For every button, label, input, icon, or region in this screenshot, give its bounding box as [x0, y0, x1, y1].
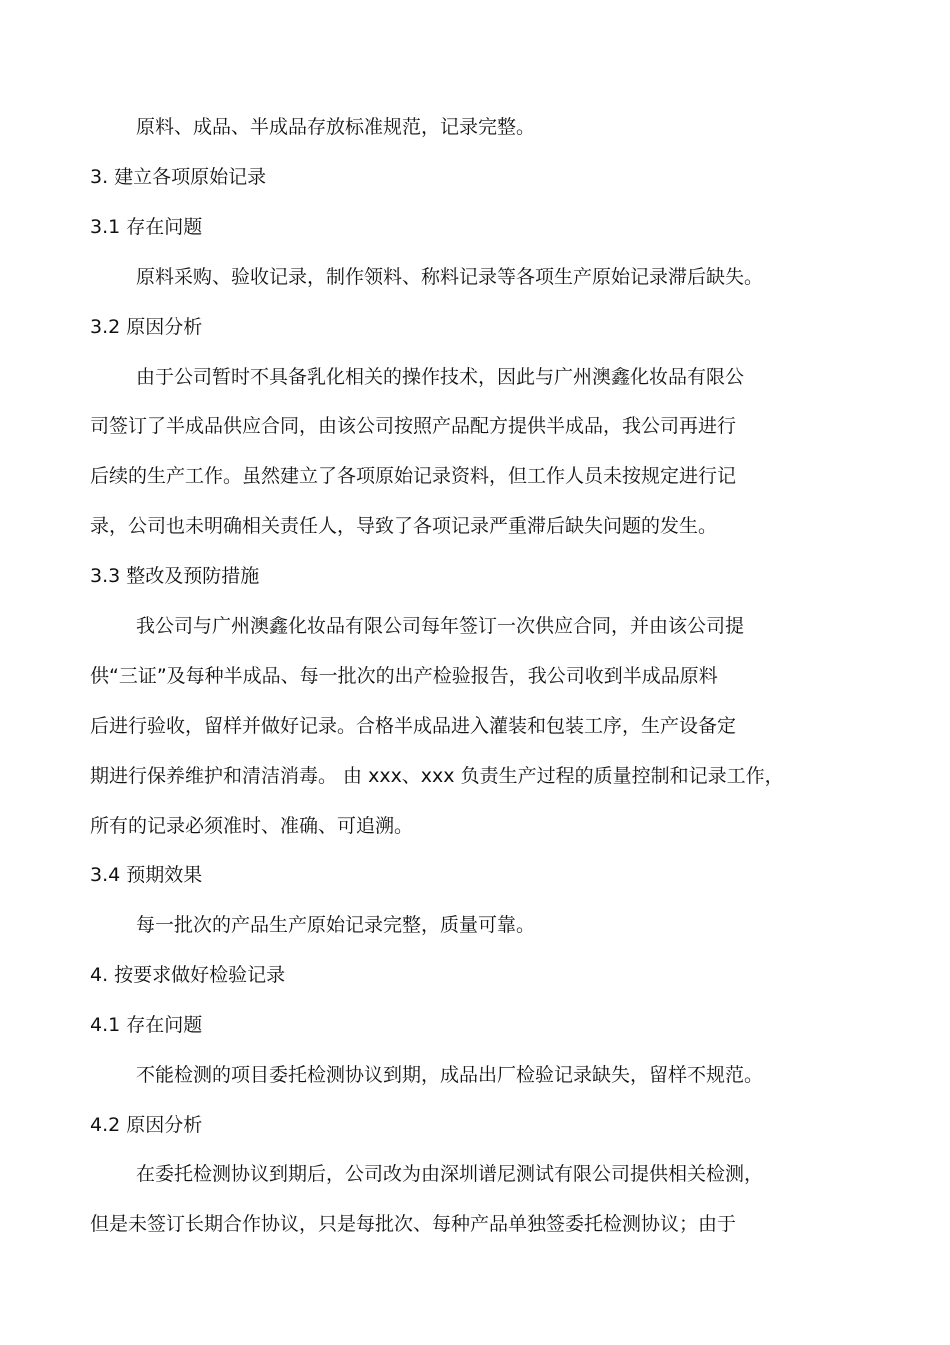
body-paragraph-line: 录，公司也未明确相关责任人，导致了各项记录严重滞后缺失问题的发生。 [90, 515, 718, 537]
subsection-heading: 3.2 原因分析 [90, 316, 203, 338]
body-paragraph-line: 后进行验收，留样并做好记录。合格半成品进入灌装和包装工序，生产设备定 [90, 715, 737, 737]
body-paragraph-line: 在委托检测协议到期后，公司改为由深圳谱尼测试有限公司提供相关检测， [136, 1163, 764, 1185]
section-heading: 3. 建立各项原始记录 [90, 166, 267, 188]
subsection-heading: 3.1 存在问题 [90, 216, 203, 238]
body-paragraph-line: 所有的记录必须准时、准确、可追溯。 [90, 815, 414, 837]
subsection-heading: 4.1 存在问题 [90, 1014, 203, 1036]
body-paragraph-line: 不能检测的项目委托检测协议到期，成品出厂检验记录缺失，留样不规范。 [136, 1064, 764, 1086]
subsection-heading: 3.4 预期效果 [90, 864, 203, 886]
body-paragraph-line: 我公司与广州澳鑫化妆品有限公司每年签订一次供应合同，并由该公司提 [136, 615, 745, 637]
body-paragraph-line: 后续的生产工作。虽然建立了各项原始记录资料，但工作人员未按规定进行记 [90, 465, 737, 487]
body-paragraph-line: 但是未签订长期合作协议，只是每批次、每种产品单独签委托检测协议；由于 [90, 1213, 737, 1235]
body-paragraph-line: 由于公司暂时不具备乳化相关的操作技术，因此与广州澳鑫化妆品有限公 [136, 366, 745, 388]
body-paragraph-line: 每一批次的产品生产原始记录完整，质量可靠。 [136, 914, 536, 936]
section-heading: 4. 按要求做好检验记录 [90, 964, 286, 986]
body-paragraph-line: 司签订了半成品供应合同，由该公司按照产品配方提供半成品，我公司再进行 [90, 415, 737, 437]
body-paragraph-line: 原料、成品、半成品存放标准规范，记录完整。 [136, 116, 536, 138]
body-paragraph-line: 供“三证”及每种半成品、每一批次的出产检验报告，我公司收到半成品原料 [90, 665, 718, 687]
body-paragraph-line: 原料采购、验收记录，制作领料、称料记录等各项生产原始记录滞后缺失。 [136, 266, 764, 288]
subsection-heading: 3.3 整改及预防措施 [90, 565, 260, 587]
subsection-heading: 4.2 原因分析 [90, 1114, 203, 1136]
body-paragraph-line: 期进行保养维护和清洁消毒。 由 xxx、xxx 负责生产过程的质量控制和记录工作， [90, 765, 784, 787]
